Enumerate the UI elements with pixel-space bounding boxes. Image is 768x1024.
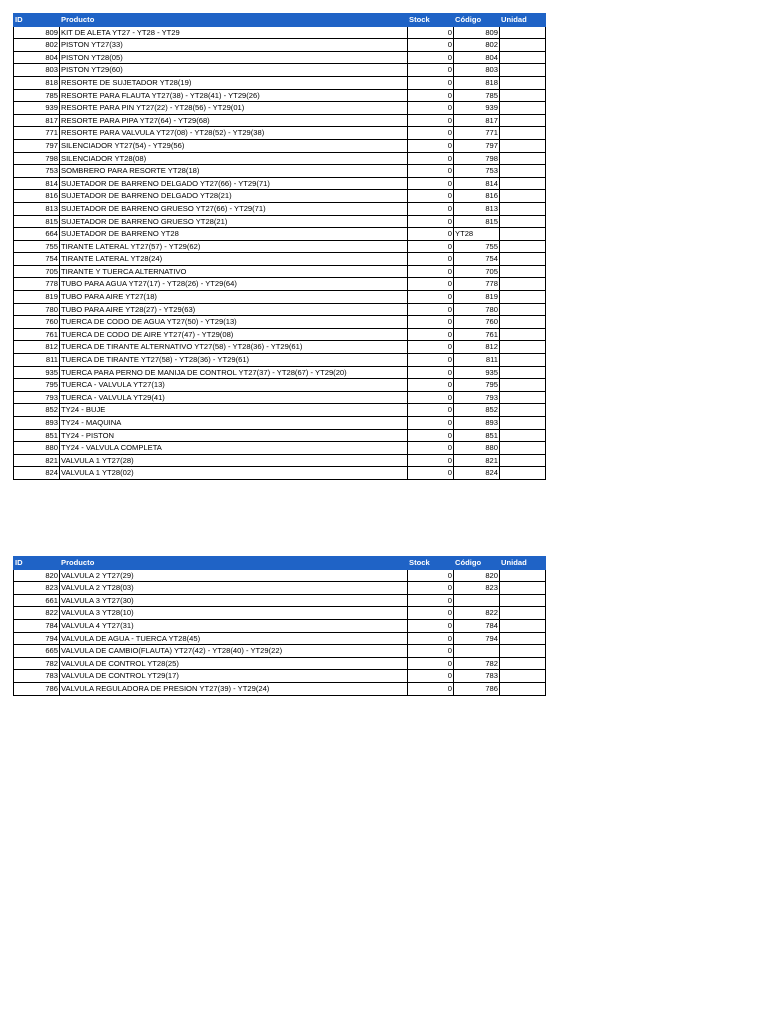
cell-id: 755 <box>14 240 60 253</box>
table-row <box>14 228 546 241</box>
cell-codigo: 813 <box>454 202 500 215</box>
header-id: ID <box>14 557 60 570</box>
cell-unidad <box>500 657 546 670</box>
cell-producto: SOMBRERO PARA RESORTE YT28(18) <box>60 165 408 178</box>
cell-codigo: 804 <box>454 51 500 64</box>
cell-stock: 0 <box>408 89 454 102</box>
cell-unidad <box>500 682 546 695</box>
cell-unidad <box>500 316 546 329</box>
cell-id: 935 <box>14 366 60 379</box>
cell-unidad <box>500 202 546 215</box>
cell-producto: TUBO PARA AGUA YT27(17) - YT28(26) - YT29(64) <box>60 278 408 291</box>
header-codigo: Código <box>454 14 500 27</box>
cell-id: 771 <box>14 127 60 140</box>
cell-unidad <box>500 152 546 165</box>
cell-id: 815 <box>14 215 60 228</box>
table-row <box>14 379 546 392</box>
cell-codigo: 814 <box>454 177 500 190</box>
cell-id: 809 <box>14 26 60 39</box>
cell-stock: 0 <box>408 467 454 480</box>
cell-stock: 0 <box>408 682 454 695</box>
table-row <box>14 240 546 253</box>
cell-unidad <box>500 417 546 430</box>
cell-stock: 0 <box>408 26 454 39</box>
cell-codigo: 755 <box>454 240 500 253</box>
cell-unidad <box>500 607 546 620</box>
table-row <box>14 202 546 215</box>
cell-producto: TUERCA - VALVULA YT29(41) <box>60 391 408 404</box>
table-row <box>14 404 546 417</box>
cell-unidad <box>500 102 546 115</box>
cell-id: 753 <box>14 165 60 178</box>
cell-unidad <box>500 253 546 266</box>
cell-unidad <box>500 645 546 658</box>
cell-codigo: 880 <box>454 442 500 455</box>
cell-unidad <box>500 379 546 392</box>
cell-stock: 0 <box>408 417 454 430</box>
cell-producto: RESORTE PARA VALVULA YT27(08) - YT28(52) - YT29(38) <box>60 127 408 140</box>
cell-unidad <box>500 354 546 367</box>
table-row <box>14 391 546 404</box>
cell-id: 821 <box>14 454 60 467</box>
cell-id: 780 <box>14 303 60 316</box>
cell-codigo: 816 <box>454 190 500 203</box>
cell-id: 778 <box>14 278 60 291</box>
cell-stock: 0 <box>408 202 454 215</box>
cell-stock: 0 <box>408 607 454 620</box>
table-row <box>14 632 546 645</box>
cell-codigo: 784 <box>454 619 500 632</box>
cell-producto: TY24 - PISTON <box>60 429 408 442</box>
cell-stock: 0 <box>408 645 454 658</box>
cell-codigo: 819 <box>454 291 500 304</box>
cell-unidad <box>500 240 546 253</box>
cell-producto: TIRANTE Y TUERCA ALTERNATIVO <box>60 265 408 278</box>
cell-id: 705 <box>14 265 60 278</box>
cell-unidad <box>500 404 546 417</box>
cell-id: 785 <box>14 89 60 102</box>
cell-unidad <box>500 265 546 278</box>
cell-producto: SUJETADOR DE BARRENO YT28 <box>60 228 408 241</box>
cell-unidad <box>500 291 546 304</box>
cell-codigo: 812 <box>454 341 500 354</box>
table-row <box>14 429 546 442</box>
cell-unidad <box>500 619 546 632</box>
table-row <box>14 291 546 304</box>
cell-stock: 0 <box>408 366 454 379</box>
cell-unidad <box>500 391 546 404</box>
cell-stock: 0 <box>408 454 454 467</box>
cell-codigo: 753 <box>454 165 500 178</box>
cell-producto: SUJETADOR DE BARRENO DELGADO YT27(66) - YT29(71) <box>60 177 408 190</box>
cell-codigo: 798 <box>454 152 500 165</box>
cell-id: 786 <box>14 682 60 695</box>
cell-id: 824 <box>14 467 60 480</box>
cell-id: 822 <box>14 607 60 620</box>
cell-unidad <box>500 177 546 190</box>
cell-stock: 0 <box>408 303 454 316</box>
cell-id: 818 <box>14 76 60 89</box>
cell-id: 814 <box>14 177 60 190</box>
cell-stock: 0 <box>408 594 454 607</box>
cell-stock: 0 <box>408 657 454 670</box>
table-row <box>14 127 546 140</box>
table-row <box>14 152 546 165</box>
cell-producto: TUERCA DE TIRANTE YT27(58) - YT28(36) - YT29(61) <box>60 354 408 367</box>
cell-stock: 0 <box>408 291 454 304</box>
cell-codigo: 754 <box>454 253 500 266</box>
cell-unidad <box>500 165 546 178</box>
cell-codigo <box>454 594 500 607</box>
cell-id: 760 <box>14 316 60 329</box>
cell-producto: PISTON YT27(33) <box>60 39 408 52</box>
cell-id: 823 <box>14 582 60 595</box>
cell-unidad <box>500 328 546 341</box>
header-codigo: Código <box>454 557 500 570</box>
cell-codigo: 783 <box>454 670 500 683</box>
cell-codigo: 761 <box>454 328 500 341</box>
cell-producto: TIRANTE LATERAL YT28(24) <box>60 253 408 266</box>
cell-id: 819 <box>14 291 60 304</box>
cell-producto: VALVULA DE CONTROL YT28(25) <box>60 657 408 670</box>
cell-codigo: 851 <box>454 429 500 442</box>
cell-producto: TUERCA DE TIRANTE ALTERNATIVO YT27(58) - YT28(36) - YT29(61) <box>60 341 408 354</box>
header-row <box>14 557 546 570</box>
cell-id: 784 <box>14 619 60 632</box>
cell-codigo: 939 <box>454 102 500 115</box>
table-row <box>14 39 546 52</box>
cell-codigo: 794 <box>454 632 500 645</box>
cell-producto: VALVULA DE CONTROL YT29(17) <box>60 670 408 683</box>
cell-producto: KIT DE ALETA YT27 - YT28 - YT29 <box>60 26 408 39</box>
cell-producto: TIRANTE LATERAL YT27(57) - YT29(62) <box>60 240 408 253</box>
cell-id: 797 <box>14 139 60 152</box>
cell-unidad <box>500 76 546 89</box>
cell-producto: VALVULA 1 YT27(28) <box>60 454 408 467</box>
table-row <box>14 114 546 127</box>
cell-producto: TUBO PARA AIRE YT28(27) - YT29(63) <box>60 303 408 316</box>
cell-stock: 0 <box>408 328 454 341</box>
cell-unidad <box>500 582 546 595</box>
cell-stock: 0 <box>408 316 454 329</box>
cell-unidad <box>500 39 546 52</box>
cell-id: 783 <box>14 670 60 683</box>
cell-stock: 0 <box>408 619 454 632</box>
cell-codigo: 705 <box>454 265 500 278</box>
cell-id: 820 <box>14 569 60 582</box>
cell-codigo: 935 <box>454 366 500 379</box>
cell-stock: 0 <box>408 379 454 392</box>
cell-stock: 0 <box>408 391 454 404</box>
table-row <box>14 89 546 102</box>
table-row <box>14 569 546 582</box>
cell-producto: TUERCA DE CODO DE AGUA YT27(50) - YT29(13) <box>60 316 408 329</box>
cell-unidad <box>500 429 546 442</box>
header-producto: Producto <box>60 14 408 27</box>
cell-id: 816 <box>14 190 60 203</box>
cell-stock: 0 <box>408 51 454 64</box>
cell-stock: 0 <box>408 215 454 228</box>
cell-producto: VALVULA 2 YT27(29) <box>60 569 408 582</box>
table-row <box>14 64 546 77</box>
table-row <box>14 682 546 695</box>
cell-producto: RESORTE PARA PIPA YT27(64) - YT29(68) <box>60 114 408 127</box>
cell-codigo: 821 <box>454 454 500 467</box>
cell-stock: 0 <box>408 228 454 241</box>
header-producto: Producto <box>60 557 408 570</box>
inventory-table-2 <box>13 556 546 696</box>
table-row <box>14 645 546 658</box>
table-row <box>14 253 546 266</box>
cell-unidad <box>500 670 546 683</box>
cell-codigo: 793 <box>454 391 500 404</box>
cell-stock: 0 <box>408 139 454 152</box>
cell-id: 893 <box>14 417 60 430</box>
cell-stock: 0 <box>408 429 454 442</box>
cell-codigo: 795 <box>454 379 500 392</box>
cell-id: 661 <box>14 594 60 607</box>
cell-producto: TUERCA DE CODO DE AIRE YT27(47) - YT29(08) <box>60 328 408 341</box>
cell-id: 664 <box>14 228 60 241</box>
cell-id: 782 <box>14 657 60 670</box>
cell-stock: 0 <box>408 341 454 354</box>
cell-producto: VALVULA 3 YT28(10) <box>60 607 408 620</box>
header-row <box>14 14 546 27</box>
table-row <box>14 619 546 632</box>
cell-stock: 0 <box>408 240 454 253</box>
table-row <box>14 417 546 430</box>
table-row <box>14 607 546 620</box>
cell-codigo: 785 <box>454 89 500 102</box>
table-row <box>14 51 546 64</box>
cell-producto: TUBO PARA AIRE YT27(18) <box>60 291 408 304</box>
table-row <box>14 265 546 278</box>
cell-id: 793 <box>14 391 60 404</box>
cell-producto: PISTON YT29(60) <box>60 64 408 77</box>
cell-unidad <box>500 303 546 316</box>
cell-stock: 0 <box>408 354 454 367</box>
header-unidad: Unidad <box>500 14 546 27</box>
cell-producto: SUJETADOR DE BARRENO GRUESO YT27(66) - YT29(71) <box>60 202 408 215</box>
table-row <box>14 303 546 316</box>
cell-producto: TY24 - VALVULA COMPLETA <box>60 442 408 455</box>
cell-codigo: 802 <box>454 39 500 52</box>
cell-stock: 0 <box>408 278 454 291</box>
cell-stock: 0 <box>408 190 454 203</box>
cell-codigo: 797 <box>454 139 500 152</box>
cell-codigo: 822 <box>454 607 500 620</box>
cell-producto: VALVULA 4 YT27(31) <box>60 619 408 632</box>
header-unidad: Unidad <box>500 557 546 570</box>
cell-stock: 0 <box>408 632 454 645</box>
cell-id: 802 <box>14 39 60 52</box>
cell-codigo: 809 <box>454 26 500 39</box>
cell-codigo: 811 <box>454 354 500 367</box>
cell-producto: SILENCIADOR YT27(54) - YT29(56) <box>60 139 408 152</box>
header-stock: Stock <box>408 557 454 570</box>
cell-id: 817 <box>14 114 60 127</box>
table-row <box>14 102 546 115</box>
cell-id: 804 <box>14 51 60 64</box>
cell-codigo: 820 <box>454 569 500 582</box>
cell-producto: VALVULA 1 YT28(02) <box>60 467 408 480</box>
table-row <box>14 165 546 178</box>
cell-producto: TUERCA - VALVULA YT27(13) <box>60 379 408 392</box>
table-row <box>14 341 546 354</box>
cell-id: 813 <box>14 202 60 215</box>
cell-id: 851 <box>14 429 60 442</box>
cell-codigo: 780 <box>454 303 500 316</box>
cell-producto: VALVULA REGULADORA DE PRESION YT27(39) - YT29(24) <box>60 682 408 695</box>
table-row <box>14 582 546 595</box>
cell-unidad <box>500 139 546 152</box>
table-row <box>14 215 546 228</box>
cell-producto: SUJETADOR DE BARRENO DELGADO YT28(21) <box>60 190 408 203</box>
cell-id: 812 <box>14 341 60 354</box>
cell-codigo: 893 <box>454 417 500 430</box>
inventory-table-1 <box>13 13 546 480</box>
table-row <box>14 657 546 670</box>
cell-stock: 0 <box>408 152 454 165</box>
cell-id: 754 <box>14 253 60 266</box>
cell-id: 811 <box>14 354 60 367</box>
cell-codigo: 824 <box>454 467 500 480</box>
cell-stock: 0 <box>408 253 454 266</box>
cell-codigo: 782 <box>454 657 500 670</box>
table-row <box>14 670 546 683</box>
cell-producto: SUJETADOR DE BARRENO GRUESO YT28(21) <box>60 215 408 228</box>
cell-unidad <box>500 278 546 291</box>
table-row <box>14 366 546 379</box>
cell-codigo: 803 <box>454 64 500 77</box>
cell-unidad <box>500 51 546 64</box>
cell-codigo: YT28 <box>454 228 500 241</box>
cell-unidad <box>500 215 546 228</box>
table-row <box>14 177 546 190</box>
table-row <box>14 467 546 480</box>
cell-stock: 0 <box>408 76 454 89</box>
cell-codigo: 771 <box>454 127 500 140</box>
cell-codigo: 817 <box>454 114 500 127</box>
cell-codigo <box>454 645 500 658</box>
table-row <box>14 278 546 291</box>
cell-id: 803 <box>14 64 60 77</box>
cell-codigo: 760 <box>454 316 500 329</box>
cell-producto: TY24 - BUJE <box>60 404 408 417</box>
cell-codigo: 818 <box>454 76 500 89</box>
cell-id: 794 <box>14 632 60 645</box>
cell-id: 665 <box>14 645 60 658</box>
cell-unidad <box>500 127 546 140</box>
cell-producto: TUERCA PARA PERNO DE MANIJA DE CONTROL YT27(37) - YT28(67) - YT29(20) <box>60 366 408 379</box>
cell-unidad <box>500 89 546 102</box>
cell-producto: VALVULA DE CAMBIO(FLAUTA) YT27(42) - YT28(40) - YT29(22) <box>60 645 408 658</box>
cell-producto: VALVULA DE AGUA - TUERCA YT28(45) <box>60 632 408 645</box>
table-row <box>14 76 546 89</box>
cell-stock: 0 <box>408 670 454 683</box>
cell-producto: VALVULA 3 YT27(30) <box>60 594 408 607</box>
cell-producto: TY24 - MAQUINA <box>60 417 408 430</box>
table-row <box>14 139 546 152</box>
cell-stock: 0 <box>408 177 454 190</box>
cell-stock: 0 <box>408 582 454 595</box>
cell-unidad <box>500 64 546 77</box>
cell-id: 852 <box>14 404 60 417</box>
cell-unidad <box>500 366 546 379</box>
cell-stock: 0 <box>408 114 454 127</box>
cell-stock: 0 <box>408 165 454 178</box>
cell-codigo: 815 <box>454 215 500 228</box>
cell-id: 795 <box>14 379 60 392</box>
cell-unidad <box>500 341 546 354</box>
table-row <box>14 190 546 203</box>
table-row <box>14 354 546 367</box>
cell-producto: SILENCIADOR YT28(08) <box>60 152 408 165</box>
cell-stock: 0 <box>408 404 454 417</box>
cell-id: 880 <box>14 442 60 455</box>
cell-stock: 0 <box>408 442 454 455</box>
cell-stock: 0 <box>408 64 454 77</box>
cell-codigo: 852 <box>454 404 500 417</box>
header-id: ID <box>14 14 60 27</box>
cell-codigo: 823 <box>454 582 500 595</box>
cell-producto: RESORTE PARA FLAUTA YT27(38) - YT28(41) - YT29(26) <box>60 89 408 102</box>
cell-unidad <box>500 114 546 127</box>
cell-stock: 0 <box>408 127 454 140</box>
cell-stock: 0 <box>408 265 454 278</box>
table-row <box>14 594 546 607</box>
cell-id: 761 <box>14 328 60 341</box>
cell-id: 939 <box>14 102 60 115</box>
cell-unidad <box>500 594 546 607</box>
cell-producto: RESORTE DE SUJETADOR YT28(19) <box>60 76 408 89</box>
cell-codigo: 786 <box>454 682 500 695</box>
cell-stock: 0 <box>408 569 454 582</box>
cell-unidad <box>500 26 546 39</box>
cell-unidad <box>500 228 546 241</box>
cell-stock: 0 <box>408 102 454 115</box>
cell-producto: PISTON YT28(05) <box>60 51 408 64</box>
cell-unidad <box>500 190 546 203</box>
cell-codigo: 778 <box>454 278 500 291</box>
cell-producto: RESORTE PARA PIN YT27(22) - YT28(56) - YT29(01) <box>60 102 408 115</box>
cell-stock: 0 <box>408 39 454 52</box>
cell-unidad <box>500 632 546 645</box>
table-row <box>14 26 546 39</box>
cell-id: 798 <box>14 152 60 165</box>
table-row <box>14 454 546 467</box>
cell-producto: VALVULA 2 YT28(03) <box>60 582 408 595</box>
cell-unidad <box>500 569 546 582</box>
cell-unidad <box>500 454 546 467</box>
table-row <box>14 316 546 329</box>
header-stock: Stock <box>408 14 454 27</box>
cell-unidad <box>500 467 546 480</box>
table-row <box>14 328 546 341</box>
table-row <box>14 442 546 455</box>
cell-unidad <box>500 442 546 455</box>
